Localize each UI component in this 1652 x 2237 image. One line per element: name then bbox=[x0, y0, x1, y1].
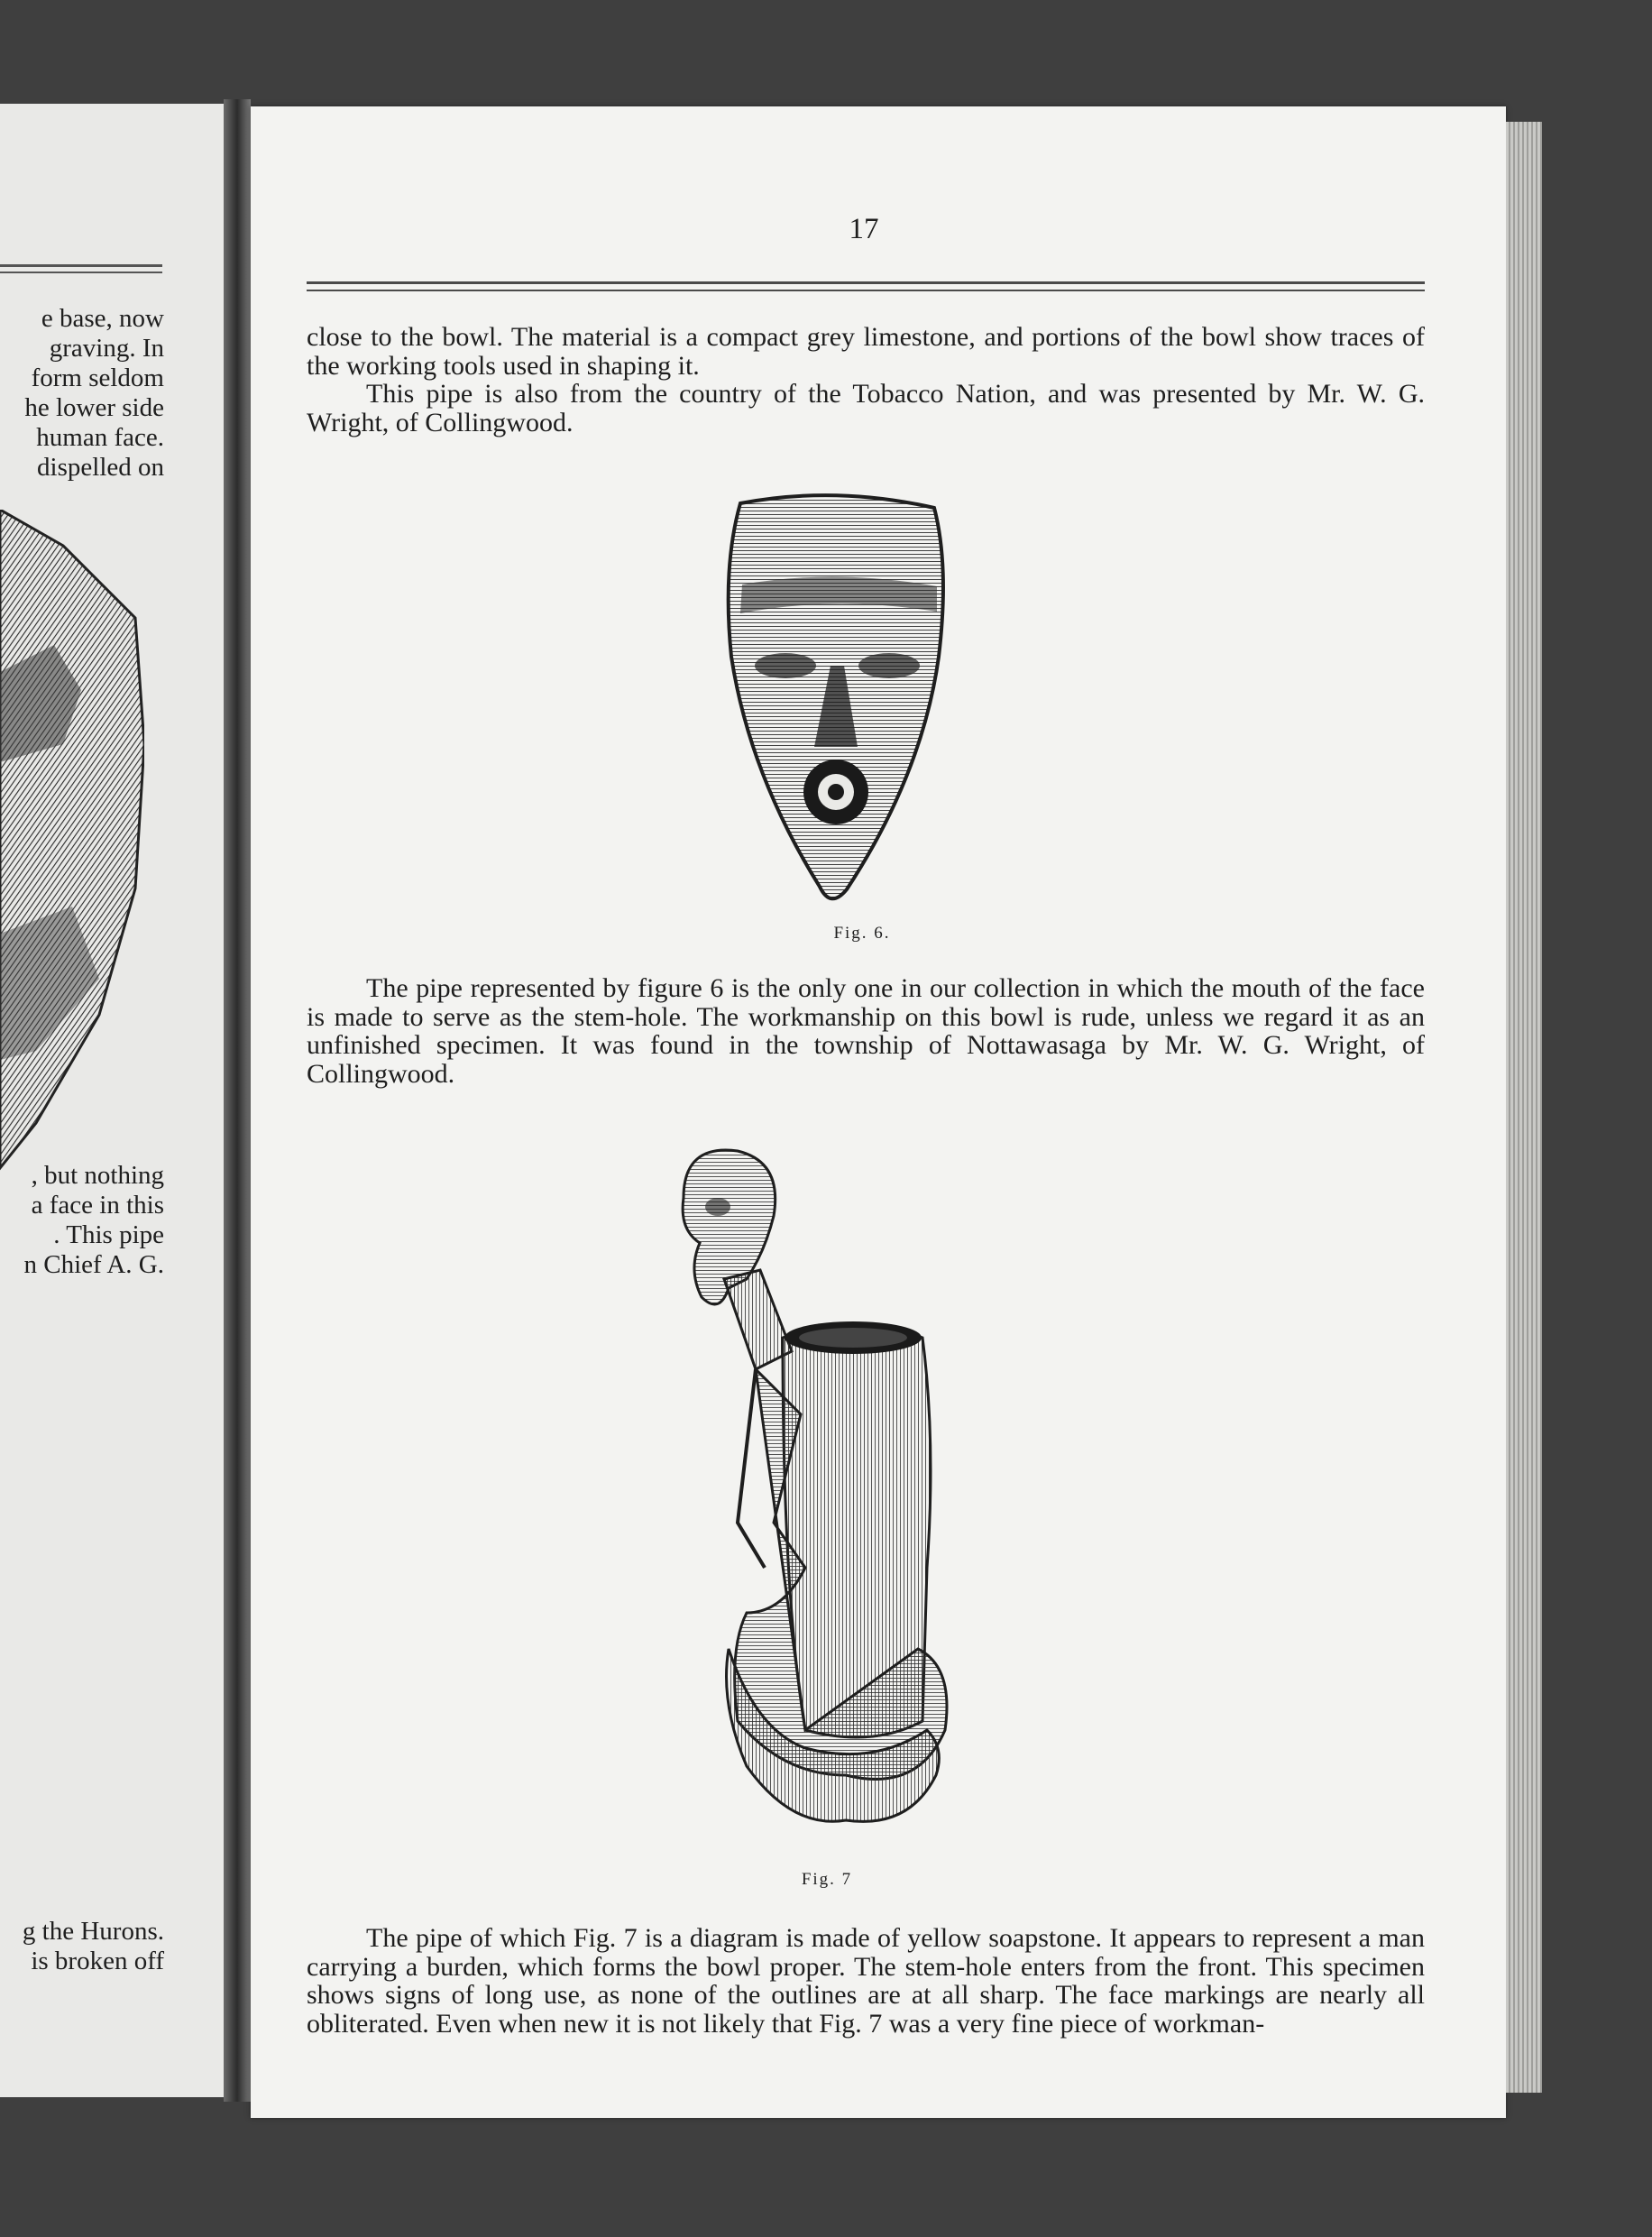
left-page-line: form seldom bbox=[31, 364, 164, 392]
figure-6-caption: Fig. 6. bbox=[833, 924, 891, 943]
left-page-line: is broken off bbox=[31, 1947, 164, 1975]
left-page-line: dispelled on bbox=[37, 453, 164, 482]
left-page-line: e base, now bbox=[41, 304, 164, 333]
left-page-rule bbox=[0, 272, 162, 273]
book-gutter bbox=[224, 99, 251, 2102]
left-page-rule bbox=[0, 264, 162, 267]
left-page-line: g the Hurons. bbox=[22, 1917, 164, 1946]
figure-7-burden-carrier-pipe-illustration bbox=[647, 1144, 990, 1856]
left-page-line: n Chief A. G. bbox=[23, 1250, 164, 1279]
previous-page bbox=[0, 104, 225, 2097]
paragraph-tobacco-nation: This pipe is also from the country of the Tobacco Nation, and was presented by Mr. W. G. Wright, of Collingwood. bbox=[307, 379, 1425, 437]
left-page-line: a face in this bbox=[31, 1191, 164, 1220]
left-page-figure-engraving bbox=[0, 510, 144, 1195]
figure-7-caption: Fig. 7 bbox=[801, 1870, 853, 1889]
page-17 bbox=[251, 106, 1506, 2118]
left-page-line: , but nothing bbox=[31, 1161, 164, 1190]
figure-6-face-pipe-illustration bbox=[713, 485, 957, 909]
left-page-line: human face. bbox=[36, 423, 164, 452]
left-page-line: . This pipe bbox=[53, 1220, 164, 1249]
paragraph-figure-7: The pipe of which Fig. 7 is a diagram is made of yellow soapstone. It appears to represent a man carrying a burden, which forms the bowl proper. The stem-hole enters from the front. This specimen shows signs of long use, as none of the outlines are at all sharp. The face markings are nearly all obliterated. Even when new it is not likely that Fig. 7 was a very fine piece of workman- bbox=[307, 1923, 1425, 2039]
header-rule bbox=[307, 290, 1425, 291]
left-page-line: he lower side bbox=[24, 393, 164, 422]
header-rule bbox=[307, 281, 1425, 284]
page-edges bbox=[1506, 122, 1542, 2093]
continuation-paragraph: close to the bowl. The material is a compact grey limestone, and portions of the bowl show traces of the working tools used in shaping it. bbox=[307, 322, 1425, 381]
paragraph-figure-6: The pipe represented by figure 6 is the only one in our collection in which the mouth of the face is made to serve as the stem-hole. The workmanship on this bowl is rude, unless we regard it as an unfinished specimen. It was found in the township of Nottawasaga by Mr. W. G. Wright, of Collingwood. bbox=[307, 973, 1425, 1089]
page-number: 17 bbox=[849, 213, 879, 245]
left-page-line: graving. In bbox=[49, 334, 164, 363]
